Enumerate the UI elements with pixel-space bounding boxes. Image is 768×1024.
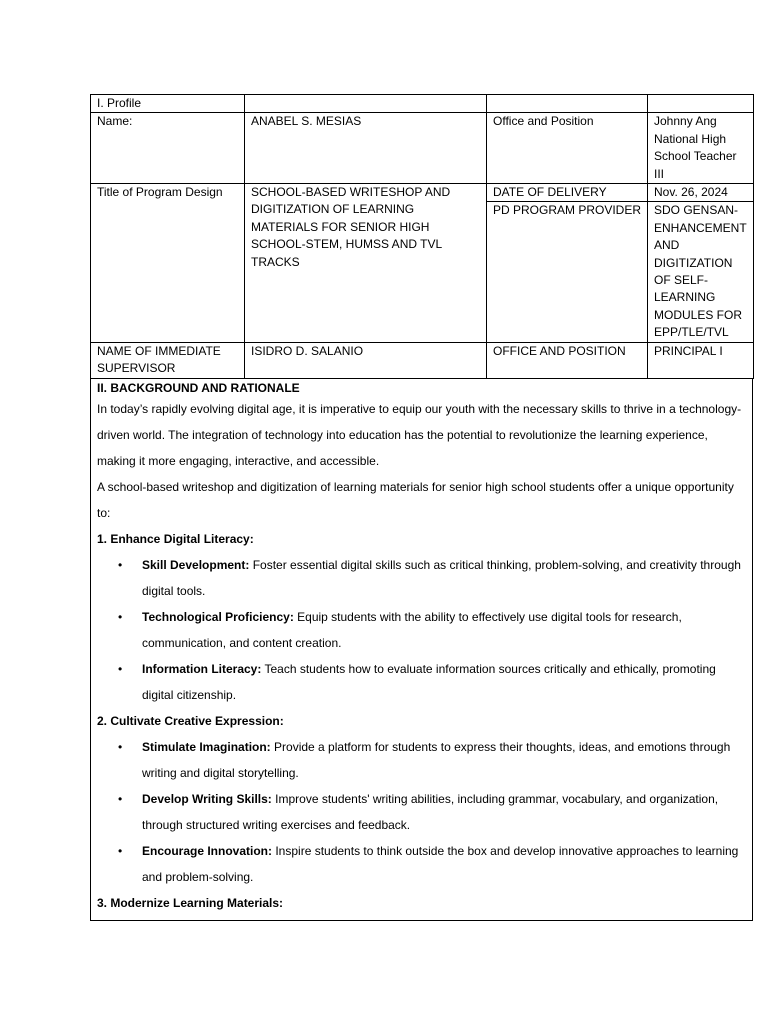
profile-table: [90, 94, 754, 379]
bullet-text: Inspire students to think outside the box and develop innovative approaches to learning and problem-solving.: [142, 843, 739, 884]
subsection-title: 3. Modernize Learning Materials:: [97, 895, 284, 910]
supervisor-office-label: OFFICE AND POSITION: [487, 342, 648, 378]
bullet-term: Encourage Innovation:: [142, 843, 273, 858]
bullet-icon: •: [118, 557, 123, 572]
bullet-term: Information Literacy:: [142, 661, 262, 676]
bullet-icon: •: [118, 609, 123, 624]
title-value: SCHOOL-BASED WRITESHOP AND DIGITIZATION OF LEARNING MATERIALS FOR SENIOR HIGH SCHOOL-STEM, HUMSS AND TVL TRACKS: [245, 184, 487, 343]
office-label: Office and Position: [487, 113, 648, 184]
list-item: [118, 552, 746, 604]
empty-cell: [648, 95, 754, 113]
bullet-icon: •: [118, 791, 123, 806]
supervisor-label: NAME OF IMMEDIATE SUPERVISOR: [91, 342, 245, 378]
subsection: [97, 526, 746, 708]
list-item: [118, 656, 746, 708]
bullet-term: Skill Development:: [142, 557, 250, 572]
bullet-text: Improve students' writing abilities, including grammar, vocabulary, and organization, through structured writing exercises and feedback.: [142, 791, 719, 832]
bullet-icon: •: [118, 739, 123, 754]
list-item: [118, 734, 746, 786]
supervisor-value: ISIDRO D. SALANIO: [245, 342, 487, 378]
office-value: Johnny Ang National High School Teacher III: [648, 113, 754, 184]
provider-label: PD PROGRAM PROVIDER: [487, 202, 648, 342]
subsection: [97, 708, 746, 890]
empty-cell: [245, 95, 487, 113]
bullet-text: Provide a platform for students to express their thoughts, ideas, and emotions through writing and digital storytelling.: [142, 739, 731, 780]
name-value: ANABEL S. MESIAS: [245, 113, 487, 184]
background-paragraph: A school-based writeshop and digitization of learning materials for senior high school students offer a unique opportunity to:: [97, 479, 734, 520]
document-page: [90, 94, 753, 921]
subsection-title: 2. Cultivate Creative Expression:: [97, 713, 284, 728]
empty-cell: [487, 95, 648, 113]
profile-header: I. Profile: [91, 95, 245, 113]
bullet-term: Technological Proficiency:: [142, 609, 294, 624]
name-row: [91, 113, 754, 184]
profile-header-row: [91, 95, 754, 113]
list-item: [118, 786, 746, 838]
name-label: Name:: [91, 113, 245, 184]
bullet-icon: •: [118, 843, 123, 858]
subsection-title: 1. Enhance Digital Literacy:: [97, 531, 254, 546]
bullet-list: [97, 734, 746, 890]
background-title: II. BACKGROUND AND RATIONALE: [97, 380, 300, 395]
supervisor-office-value: PRINCIPAL I: [648, 342, 754, 378]
bullet-list: [97, 552, 746, 708]
background-paragraph: In today’s rapidly evolving digital age, it is imperative to equip our youth with the necessary skills to thrive in a technology-driven world. The integration of technology into education has the potential to revolutionize the learning experience, making it more engaging, interactive, and accessible.: [97, 401, 742, 468]
bullet-term: Develop Writing Skills:: [142, 791, 272, 806]
subsection: [97, 890, 746, 916]
bullet-term: Stimulate Imagination:: [142, 739, 271, 754]
supervisor-row: [91, 342, 754, 378]
provider-value: SDO GENSAN-ENHANCEMENT AND DIGITIZATION OF SELF-LEARNING MODULES FOR EPP/TLE/TVL: [648, 202, 754, 342]
title-row: [91, 184, 754, 202]
background-section: [90, 379, 753, 921]
date-value: Nov. 26, 2024: [648, 184, 754, 202]
list-item: [118, 838, 746, 890]
bullet-text: Foster essential digital skills such as critical thinking, problem-solving, and creativity through digital tools.: [142, 557, 741, 598]
date-label: DATE OF DELIVERY: [487, 184, 648, 202]
list-item: [118, 604, 746, 656]
bullet-text: Equip students with the ability to effectively use digital tools for research, communication, and content creation.: [142, 609, 682, 650]
bullet-icon: •: [118, 661, 123, 676]
title-label: Title of Program Design: [91, 184, 245, 343]
bullet-text: Teach students how to evaluate information sources critically and ethically, promoting digital citizenship.: [142, 661, 716, 702]
